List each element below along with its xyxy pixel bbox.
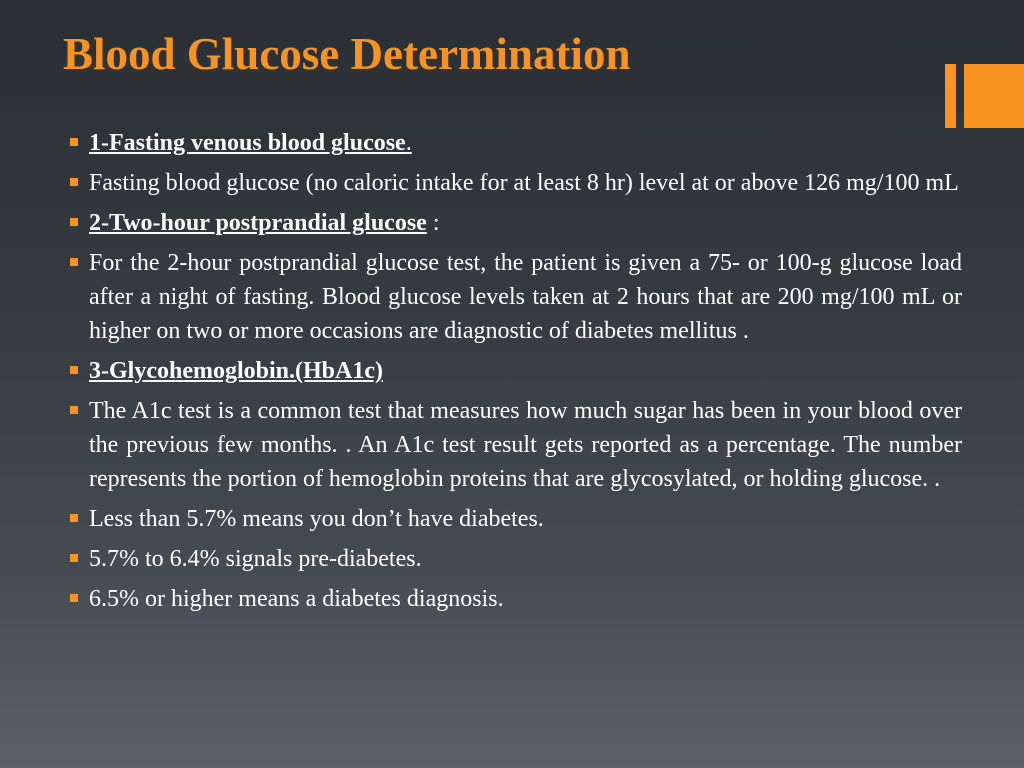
- bullet-heading-suffix: :: [426, 210, 440, 236]
- bullet-heading-text: 1-Fasting venous blood glucose: [89, 130, 406, 156]
- bullet-list: [70, 126, 962, 622]
- bullet-marker-icon: [70, 258, 78, 266]
- bullet-postprandial-description: [70, 246, 962, 348]
- bullet-hba1c-description: [70, 394, 962, 496]
- slide-title: Blood Glucose Determination: [63, 29, 631, 79]
- bullet-heading-suffix: .: [405, 130, 412, 156]
- accent-bar-thin: [945, 64, 956, 128]
- bullet-postprandial-heading: [70, 206, 962, 240]
- accent-bar-thick: [964, 64, 1024, 128]
- bullet-hba1c-heading: [70, 354, 962, 388]
- bullet-text: Fasting blood glucose (no caloric intake for at least 8 hr) level at or above 126 mg/100 mL: [89, 170, 959, 196]
- bullet-text: Less than 5.7% means you don’t have diabetes.: [89, 506, 544, 532]
- bullet-text: 5.7% to 6.4% signals pre-diabetes.: [89, 546, 422, 572]
- bullet-marker-icon: [70, 178, 78, 186]
- bullet-heading-text: 3-Glycohemoglobin.(HbA1c): [89, 358, 383, 384]
- bullet-marker-icon: [70, 138, 78, 146]
- bullet-marker-icon: [70, 218, 78, 226]
- bullet-text: For the 2-hour postprandial glucose test, the patient is given a 75- or 100-g glucose load after a night of fasting. Blood glucose levels taken at 2 hours that are 200 mg/100 mL or higher on two or more occasions are diagnostic of diabetes mellitus .: [89, 250, 962, 344]
- bullet-diabetes-diagnosis: [70, 582, 962, 616]
- bullet-marker-icon: [70, 594, 78, 602]
- bullet-marker-icon: [70, 406, 78, 414]
- bullet-heading-text: 2-Two-hour postprandial glucose: [89, 210, 427, 236]
- bullet-fasting-description: [70, 166, 962, 200]
- bullet-no-diabetes: [70, 502, 962, 536]
- bullet-marker-icon: [70, 366, 78, 374]
- bullet-marker-icon: [70, 514, 78, 522]
- bullet-text: The A1c test is a common test that measures how much sugar has been in your blood over the previous few months. . An A1c test result gets reported as a percentage. The number represents the portion of hemoglobin proteins that are glycosylated, or holding glucose. .: [89, 398, 962, 492]
- bullet-text: 6.5% or higher means a diabetes diagnosis.: [89, 586, 504, 612]
- bullet-pre-diabetes: [70, 542, 962, 576]
- bullet-marker-icon: [70, 554, 78, 562]
- bullet-fasting-heading: [70, 126, 962, 160]
